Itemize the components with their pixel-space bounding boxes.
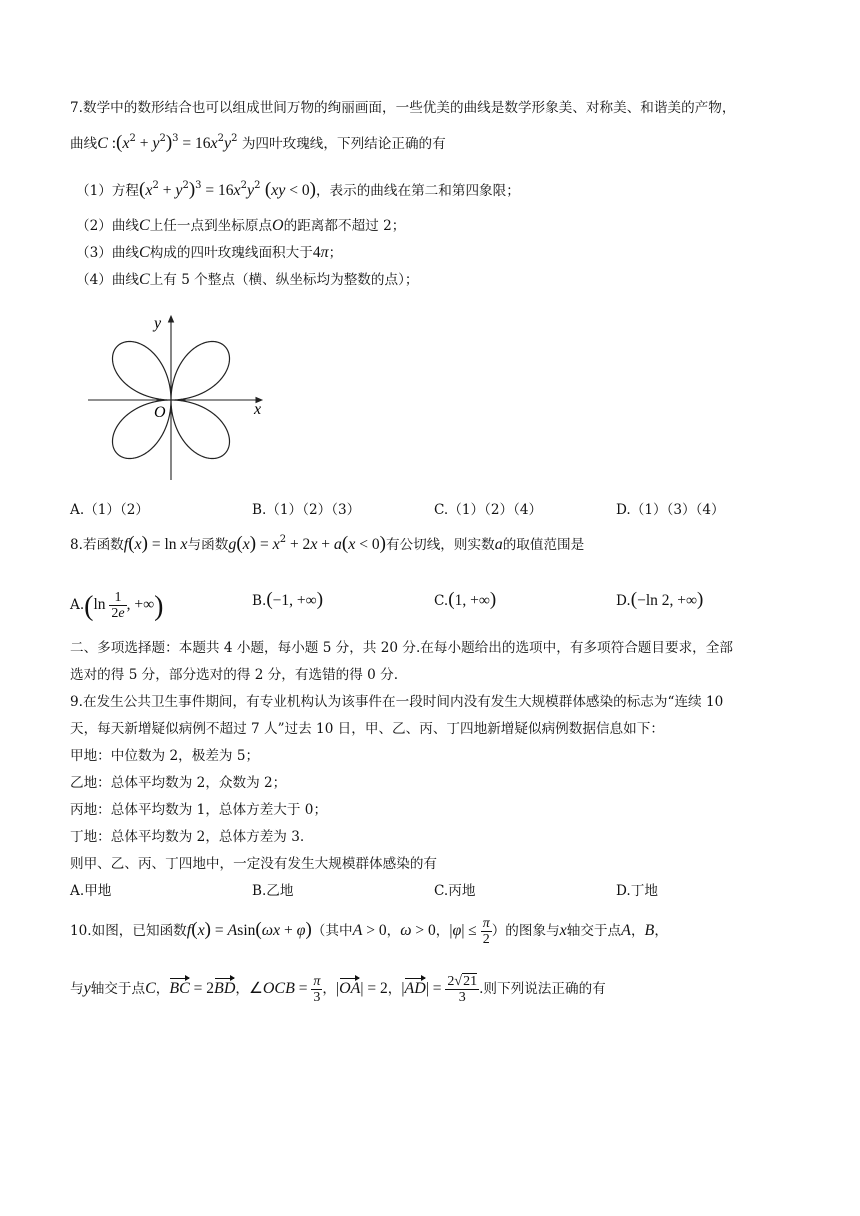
q7-item-3: （3）曲线C构成的四叶玫瑰线面积大于4π； — [76, 244, 343, 261]
q9-question: 则甲、乙、丙、丁四地中，一定没有发生大规模群体感染的有 — [70, 856, 438, 872]
q9-option-b[interactable]: B.乙地 — [252, 883, 294, 899]
x-axis-label: x — [254, 401, 262, 418]
q7-item-1: （1）方程$(x^2 + y^2)^3 = 16x^2y^2$ (xy < 0)，表示的曲线在第二和第四象限； — [76, 179, 520, 200]
q8-option-d[interactable]: D.(−ln 2, +∞) — [616, 589, 704, 610]
origin-label: O — [154, 404, 166, 421]
q7-item-4: （4）曲线C上有 5 个整点（横、纵坐标均为整数的点）； — [76, 271, 419, 288]
q8-option-b[interactable]: B.(−1, +∞) — [252, 589, 324, 610]
section2-line1: 二、多项选择题：本题共 4 小题，每小题 5 分，共 20 分.在每小题给出的选项中，有多项符合题目要求，全部 — [70, 640, 733, 656]
q7-stem-line1: 7.数学中的数形结合也可以组成世间万物的绚丽画面，一些优美的曲线是数学形象美、对称美、和谐美的产物， — [70, 100, 736, 116]
q9-fact-bing: 丙地：总体平均数为 1，总体方差大于 0； — [70, 802, 328, 818]
q7-item-2: （2）曲线C上任一点到坐标原点O的距离都不超过 2； — [76, 217, 406, 234]
q9-option-c[interactable]: C.丙地 — [434, 883, 476, 899]
q7-option-a[interactable]: A.（1）（2） — [70, 502, 150, 518]
q7-option-c[interactable]: C.（1）（2）（4） — [434, 502, 543, 518]
y-axis-label: y — [154, 315, 162, 332]
q8-stem: 8.若函数f(x) = ln x与函数$g(x) = x^2 + 2x + a(x < 0)$有公切线，则实数a的取值范围是 — [70, 533, 585, 554]
q9-stem-line1: 9.在发生公共卫生事件期间，有专业机构认为该事件在一段时间内没有发生大规模群体感染的标志为“连续 10 — [70, 694, 724, 710]
section2-line2: 选对的得 5 分，部分选对的得 2 分，有选错的得 0 分. — [70, 667, 399, 683]
four-leaf-rose-figure — [86, 312, 276, 482]
q10-stem-line1: 10.如图，已知函数f(x) = Asin(ωx + φ)（其中A > 0，ω > 0，|φ| ≤ $\frac{\pi}{2}$ ）的图象与x轴交于点A，B， — [70, 916, 668, 947]
q9-fact-ding: 丁地：总体平均数为 2，总体方差为 3. — [70, 829, 305, 845]
q9-fact-yi: 乙地：总体平均数为 2，众数为 2； — [70, 775, 287, 791]
q7-option-b[interactable]: B.（1）（2）（3） — [252, 502, 361, 518]
q8-option-c[interactable]: C.(1, +∞) — [434, 589, 497, 610]
q8-option-a[interactable]: A.(ln $\frac{1}{2e}$ , +∞) — [70, 590, 164, 622]
q7-stem-line2: 曲线C $:(x^2 + y^2)^3 = 16x^2y^2$ 为四叶玫瑰线，下列结论正确的有 — [70, 132, 446, 153]
q9-fact-jia: 甲地：中位数为 2，极差为 5； — [70, 748, 260, 764]
q10-stem-line2: 与y轴交于点C，BC = 2BD，∠OCB = $\frac{\pi}{3}$ ，|OA| = 2，|AD| = $\frac{2√21}{3}$ .则下列说法正确的有 — [70, 974, 606, 1005]
curve-C-label: C — [97, 135, 108, 152]
q9-option-d[interactable]: D.丁地 — [616, 883, 658, 899]
q9-option-a[interactable]: A.甲地 — [70, 883, 112, 899]
q9-stem-line2: 天，每天新增疑似病例不超过 7 人”过去 10 日，甲、乙、丙、丁四地新增疑似病例数据信息如下： — [70, 721, 664, 737]
q7-option-d[interactable]: D.（1）（3）（4） — [616, 502, 725, 518]
